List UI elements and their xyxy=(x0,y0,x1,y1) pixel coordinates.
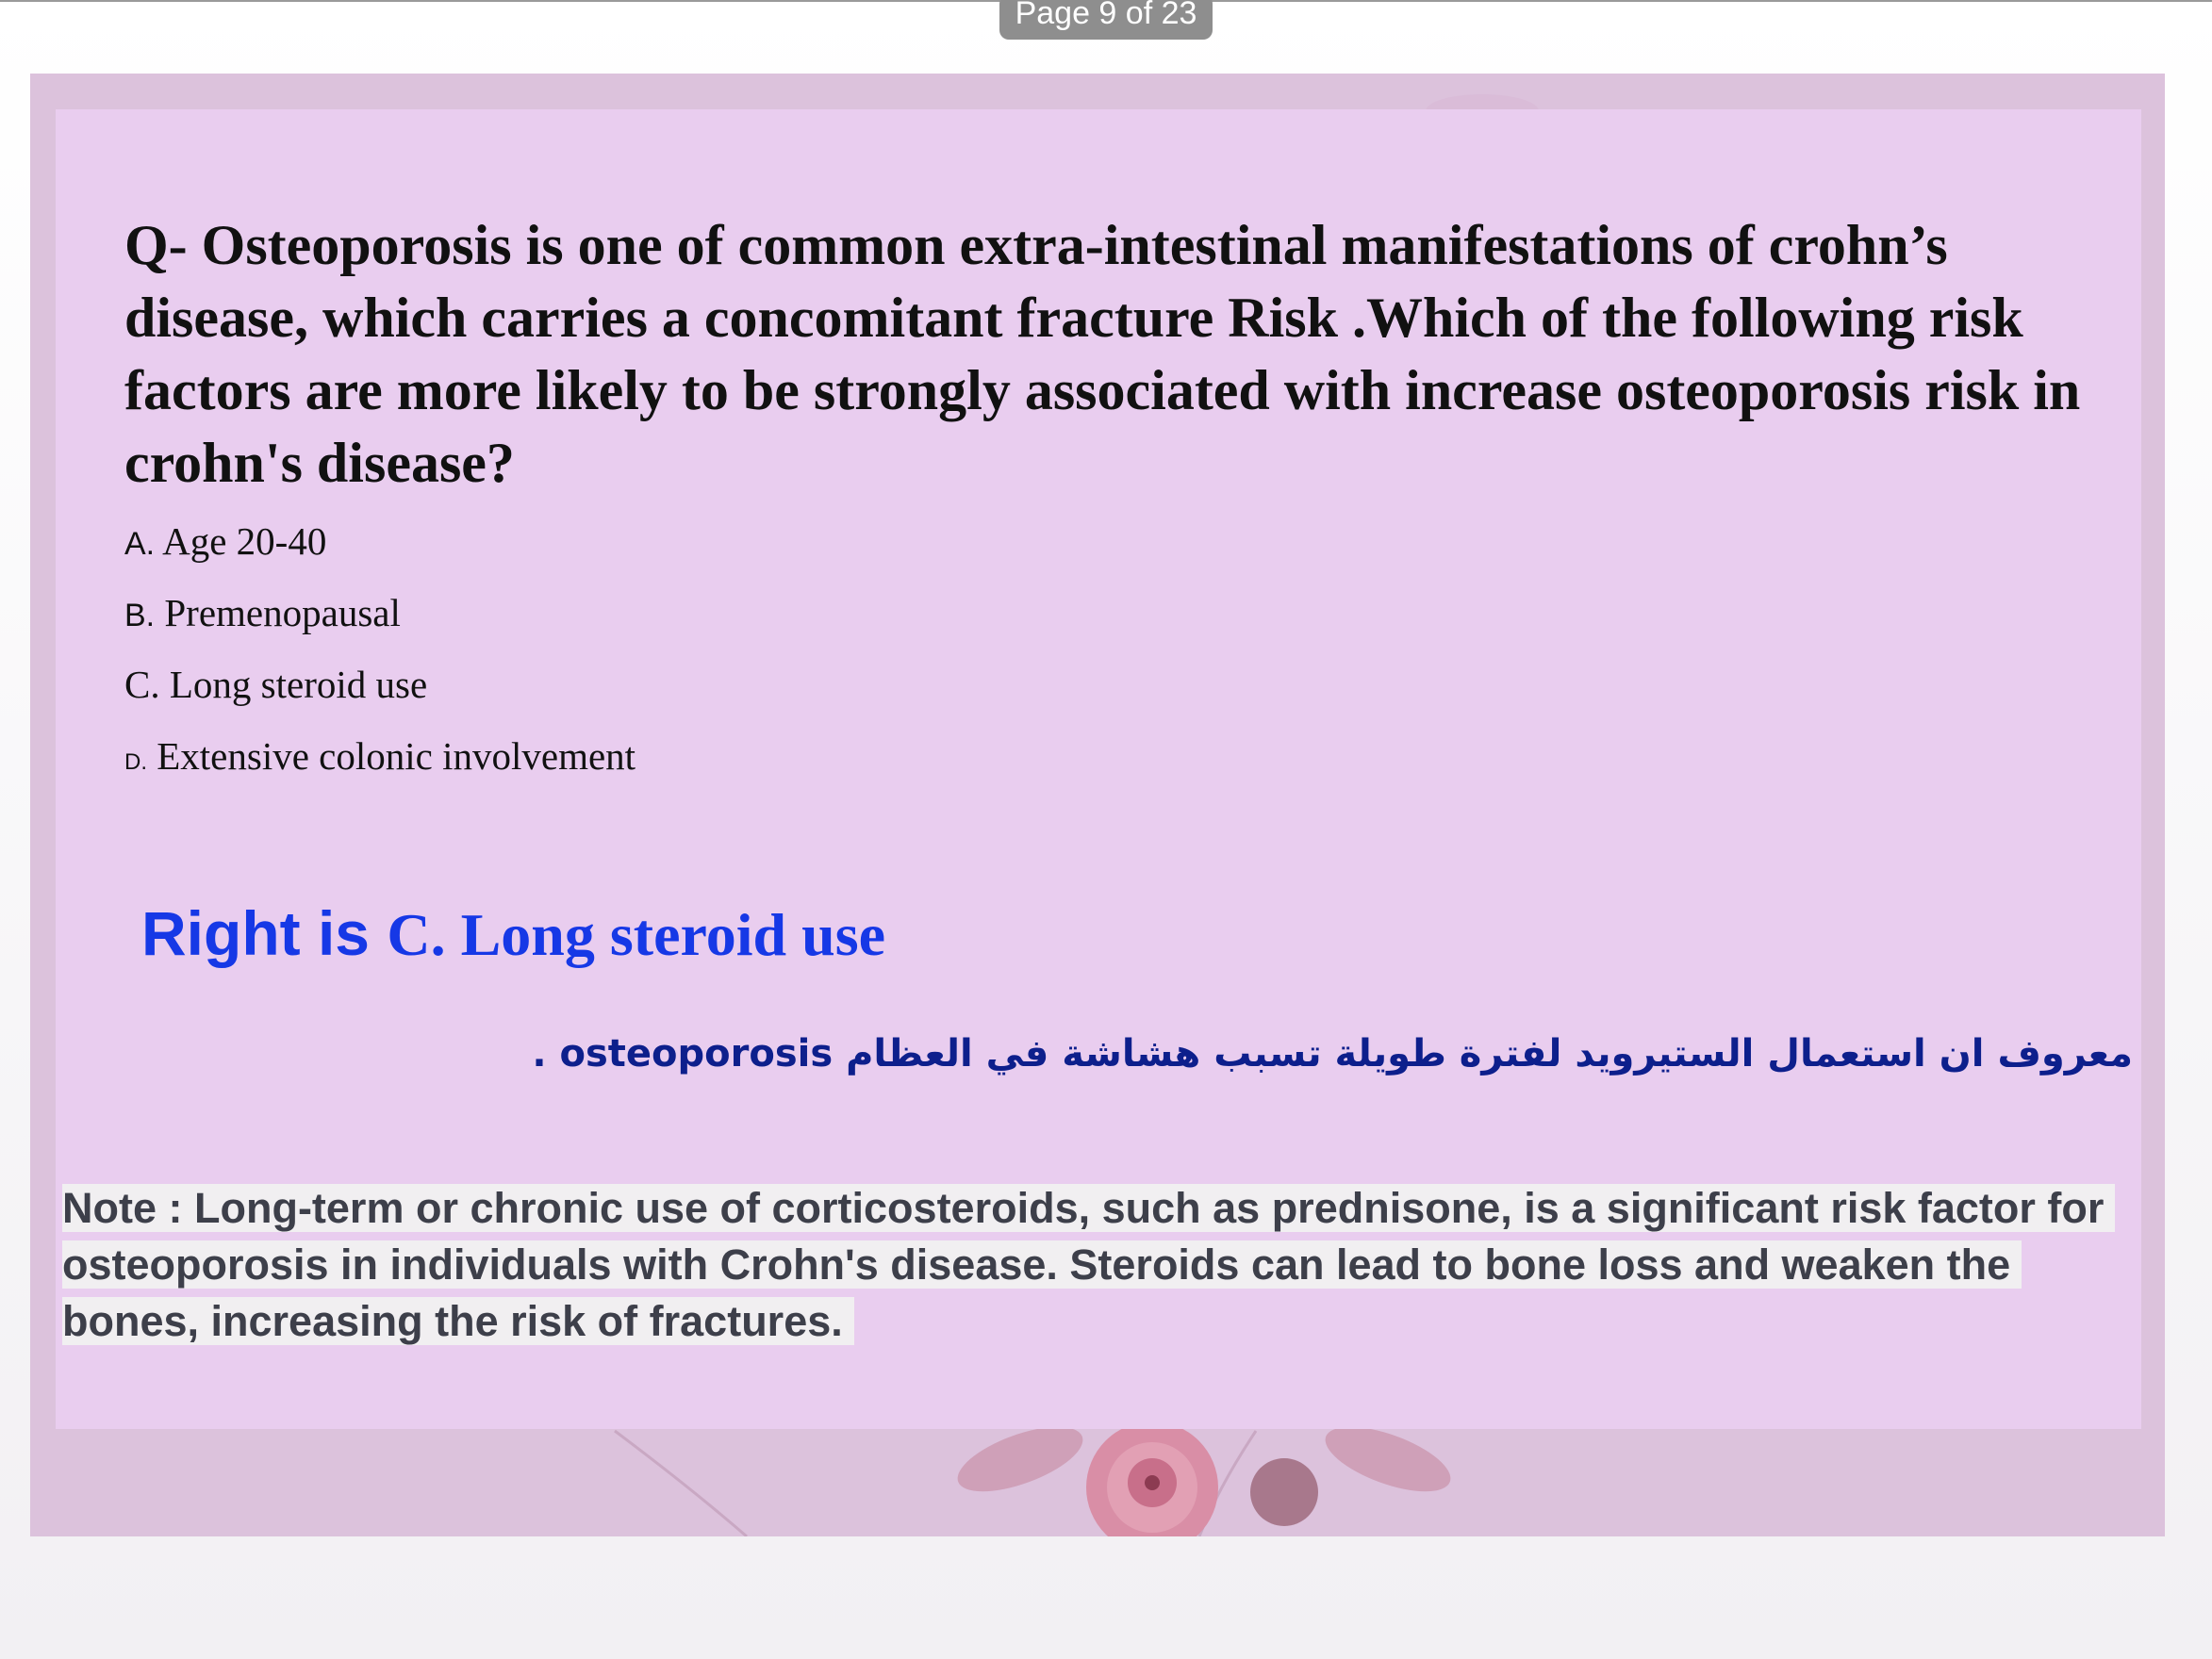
option-text: Age 20-40 xyxy=(162,519,327,563)
explanation-note xyxy=(62,1180,2137,1350)
option-letter: C. xyxy=(124,663,160,706)
answer-value: C. Long steroid use xyxy=(387,901,885,968)
option-letter: A. xyxy=(124,526,156,562)
option-text: Premenopausal xyxy=(164,591,401,634)
slide-page xyxy=(30,74,2165,1536)
note-text: Note : Long-term or chronic use of corticosteroids, such as prednisone, is a significant risk factor for osteoporosis in individuals with Crohn's disease. Steroids can lead to bone loss and weaken the bones, increasing the risk of fractures. xyxy=(62,1184,2115,1345)
option-c xyxy=(124,662,427,707)
option-a xyxy=(124,518,326,567)
option-b xyxy=(124,590,401,638)
correct-answer xyxy=(141,895,885,973)
option-d xyxy=(124,733,636,785)
option-text: Extensive colonic involvement xyxy=(157,734,636,778)
answer-lead: Right is xyxy=(141,898,370,968)
page-indicator: Page 9 of 23 xyxy=(999,0,1213,40)
option-text: Long steroid use xyxy=(169,663,428,706)
arabic-explanation: معروف ان استعمال الستيرويد لفترة طويلة تسبب هشاشة في العظام osteoporosis . xyxy=(532,1032,2133,1076)
option-letter: D. xyxy=(124,749,147,775)
question-text: Q- Osteoporosis is one of common extra-intestinal manifestations of crohn’s disease, which carries a concomitant fracture Risk .Which of the following risk factors are more likely to be strongly associated with increase osteoporosis risk in crohn's disease? xyxy=(124,214,2081,494)
option-letter: B. xyxy=(124,598,156,633)
